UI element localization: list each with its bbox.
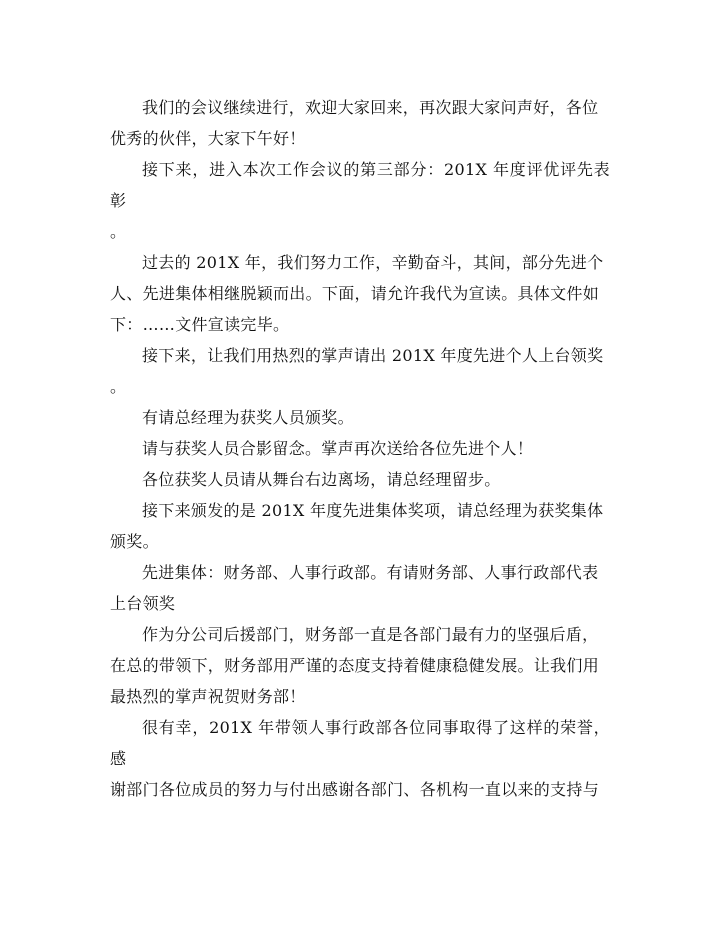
text-line: 。 xyxy=(110,222,127,241)
paragraph xyxy=(110,433,610,464)
text-line: 先进集体：财务部、人事行政部。有请财务部、人事行政部代表 xyxy=(142,563,599,582)
text-line: 接下来，让我们用热烈的掌声请出 201X 年度先进个人上台领奖 xyxy=(142,346,604,365)
paragraph xyxy=(110,92,610,154)
text-line: 接下来，进入本次工作会议的第三部分：201X 年度评优评先表彰 xyxy=(110,160,610,210)
paragraph xyxy=(110,464,610,495)
text-line: 接下来颁发的是 201X 年度先进集体奖项，请总经理为获奖集体 xyxy=(142,501,604,520)
paragraph xyxy=(110,712,610,805)
text-line: 谢部门各位成员的努力与付出感谢各部门、各机构一直以来的支持与 xyxy=(110,780,600,799)
text-line: 请与获奖人员合影留念。掌声再次送给各位先进个人！ xyxy=(142,439,534,458)
text-line: 有请总经理为获奖人员颁奖。 xyxy=(142,408,354,427)
text-line: 很有幸，201X 年带领人事行政部各位同事取得了这样的荣誉，感 xyxy=(110,718,610,768)
paragraph xyxy=(110,340,610,402)
paragraph xyxy=(110,557,610,619)
text-line: 上台领奖 xyxy=(110,594,176,613)
paragraph xyxy=(110,154,610,247)
paragraph xyxy=(110,619,610,712)
text-line: 。 xyxy=(110,377,127,396)
text-line: 作为分公司后援部门，财务部一直是各部门最有力的坚强后盾， xyxy=(142,625,599,644)
paragraph xyxy=(110,247,610,340)
text-line: 各位获奖人员请从舞台右边离场，请总经理留步。 xyxy=(142,470,501,489)
text-line: 我们的会议继续进行，欢迎大家回来，再次跟大家问声好，各位 xyxy=(142,98,599,117)
text-line: 最热烈的掌声祝贺财务部！ xyxy=(110,687,306,706)
text-line: 颁奖。 xyxy=(110,532,159,551)
document-body xyxy=(110,92,610,805)
text-line: 过去的 201X 年，我们努力工作，辛勤奋斗，其间，部分先进个 xyxy=(142,253,604,272)
text-line: 在总的带领下，财务部用严谨的态度支持着健康稳健发展。让我们用 xyxy=(110,656,600,675)
text-line: 人、先进集体相继脱颖而出。下面，请允许我代为宣读。具体文件如 xyxy=(110,284,600,303)
paragraph xyxy=(110,402,610,433)
paragraph xyxy=(110,495,610,557)
text-line: 优秀的伙伴，大家下午好！ xyxy=(110,129,306,148)
text-line: 下：……文件宣读完毕。 xyxy=(110,315,290,334)
